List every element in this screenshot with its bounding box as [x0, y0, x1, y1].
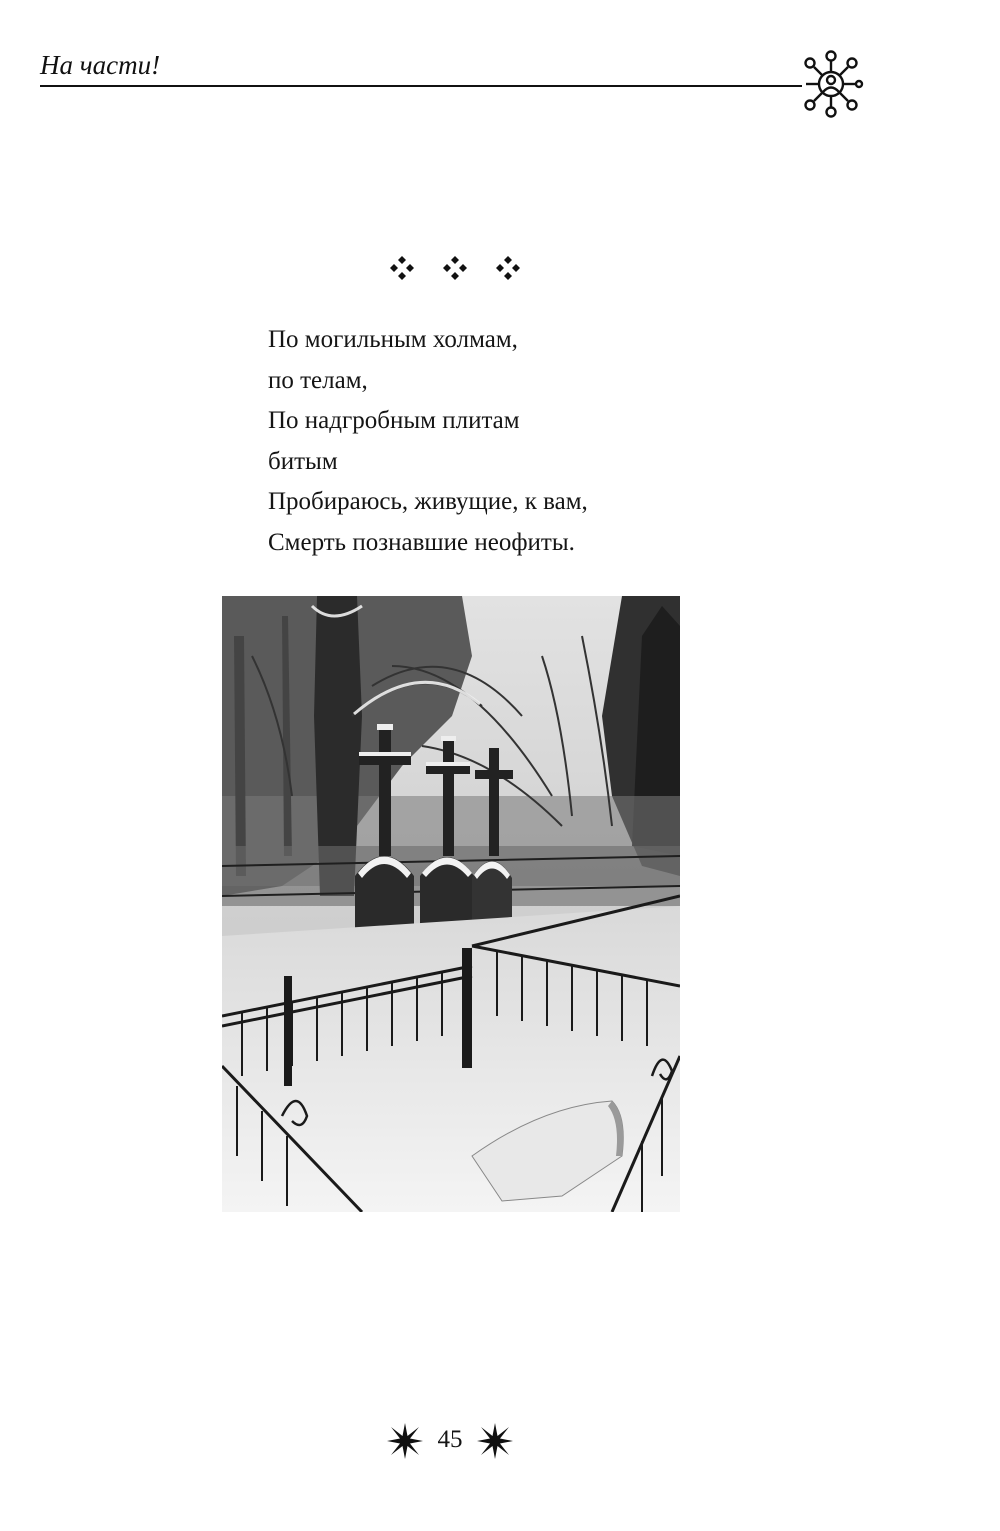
- snow-covered-cemetery-photo: [222, 596, 680, 1212]
- poem: [268, 320, 688, 564]
- page-footer: [380, 1418, 520, 1462]
- poem-line: По могильным холмам,: [268, 326, 518, 353]
- section-divider: [380, 252, 530, 280]
- running-header-title: На части!: [40, 50, 161, 80]
- page-number: 45: [437, 1426, 463, 1453]
- diamond-cluster-icon: [390, 256, 414, 280]
- header-rule: [40, 85, 802, 87]
- person-network-icon: [796, 48, 866, 120]
- starburst-icon: [476, 1422, 514, 1460]
- poem-line: битым: [268, 447, 338, 475]
- poem-line: Пробираюсь, живущие, к вам,: [268, 488, 588, 516]
- poem-line: по телам,: [268, 366, 368, 394]
- poem-line: Смерть познавшие неофиты.: [268, 528, 575, 556]
- diamond-cluster-icon: [496, 256, 520, 280]
- poem-line: По надгробным плитам: [268, 407, 520, 435]
- diamond-cluster-icon: [443, 256, 467, 280]
